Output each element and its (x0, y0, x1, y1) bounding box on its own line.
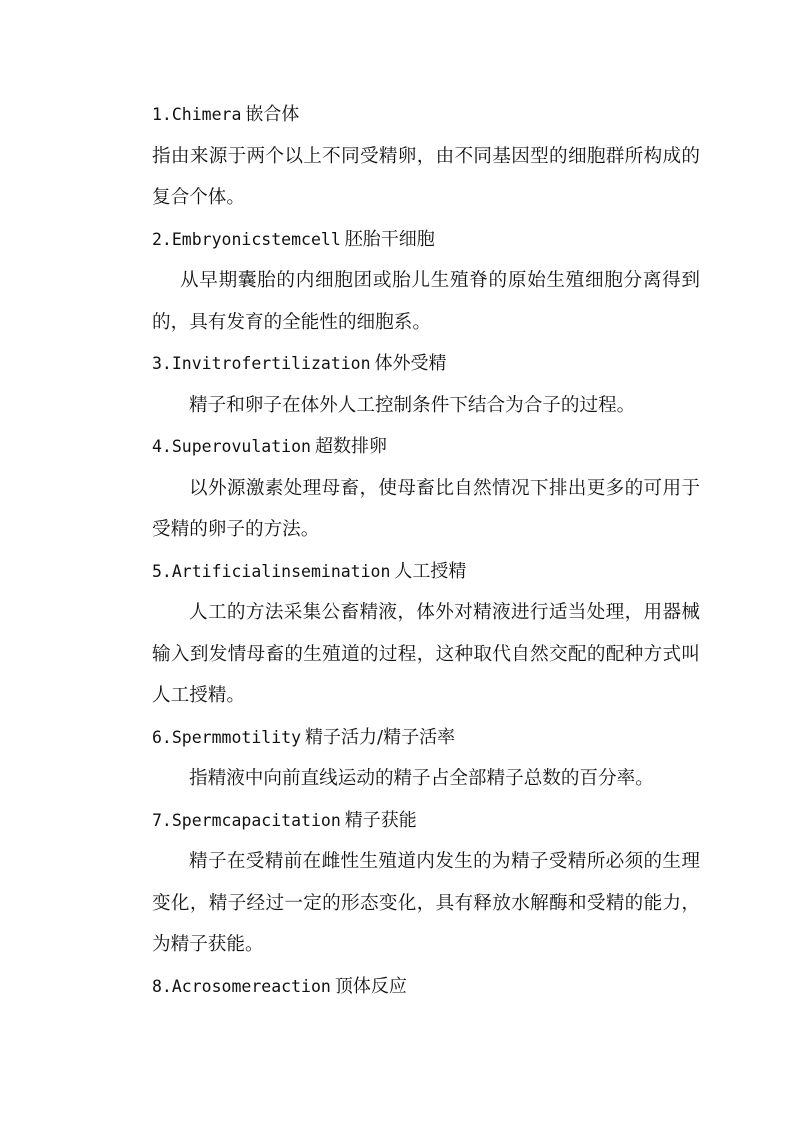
entry-term (152, 94, 700, 136)
entry-term (152, 800, 700, 842)
entry-term-en: Artificialinsemination (171, 561, 391, 581)
entry-term-zh: 嵌合体 (245, 104, 300, 125)
entry-definition: 从早期囊胎的内细胞团或胎儿生殖脊的原始生殖细胞分离得到的，具有发育的全能性的细胞系。 (152, 270, 700, 333)
entry-number: 4. (152, 437, 172, 456)
entry-definition: 指由来源于两个以上不同受精卵，由不同基因型的细胞群所构成的复合个体。 (152, 145, 700, 208)
entry-term (152, 426, 700, 468)
entry-definition: 精子和卵子在体外人工控制条件下结合为合子的过程。 (189, 394, 636, 416)
entry-term-en: Spermmotility (171, 727, 302, 747)
entry-number: 2. (152, 229, 172, 249)
glossary-entry (152, 219, 700, 344)
entry-term-en: Superovulation (171, 437, 311, 456)
entry-term (152, 219, 700, 261)
entry-number: 3. (152, 354, 172, 373)
glossary-entry (152, 551, 700, 717)
entry-number: 5. (152, 561, 172, 581)
entry-definition: 指精液中向前直线运动的精子占全部精子总数的百分率。 (189, 768, 654, 789)
entry-term (152, 717, 700, 759)
entry-term (152, 966, 700, 1008)
glossary-entry (152, 717, 700, 800)
entry-term-zh: 胚胎干细胞 (344, 228, 435, 250)
entry-term-zh: 精子获能 (344, 809, 417, 831)
glossary-entry (152, 94, 700, 219)
entry-definition: 精子在受精前在雌性生殖道内发生的为精子受精所必须的生理变化，精子经过一定的形态变化，具有释放水解酶和受精的能力，为精子获能。 (152, 851, 700, 955)
entry-term-en: Embryonicstemcell (171, 229, 341, 249)
entry-number: 1. (152, 105, 172, 124)
glossary-entry (152, 966, 700, 1008)
entry-term-en: Invitrofertilization (171, 354, 371, 373)
entry-term (152, 551, 700, 593)
entry-term-zh: 超数排卵 (314, 436, 387, 457)
entry-number: 8. (152, 976, 172, 996)
glossary-entry (152, 800, 700, 966)
glossary-entry (152, 426, 700, 551)
entry-term-en: Chimera (171, 105, 242, 124)
entry-number: 6. (152, 727, 172, 747)
entry-definition: 人工的方法采集公畜精液，体外对精液进行适当处理，用器械输入到发情母畜的生殖道的过程，这种取代自然交配的配种方式叫人工授精。 (152, 602, 700, 706)
entry-term (152, 343, 700, 385)
entry-term-zh: 体外受精 (374, 353, 447, 374)
glossary-list (152, 94, 700, 1007)
entry-term-en: Acrosomereaction (171, 976, 331, 996)
entry-term-zh: 人工授精 (394, 560, 467, 582)
entry-number: 7. (152, 810, 172, 830)
glossary-entry (152, 343, 700, 426)
entry-term-zh: 精子活力/精子活率 (305, 726, 456, 748)
entry-definition: 以外源激素处理母畜，使母畜比自然情况下排出更多的可用于受精的卵子的方法。 (152, 477, 700, 540)
entry-term-zh: 顶体反应 (334, 975, 407, 997)
entry-term-en: Spermcapacitation (171, 810, 341, 830)
